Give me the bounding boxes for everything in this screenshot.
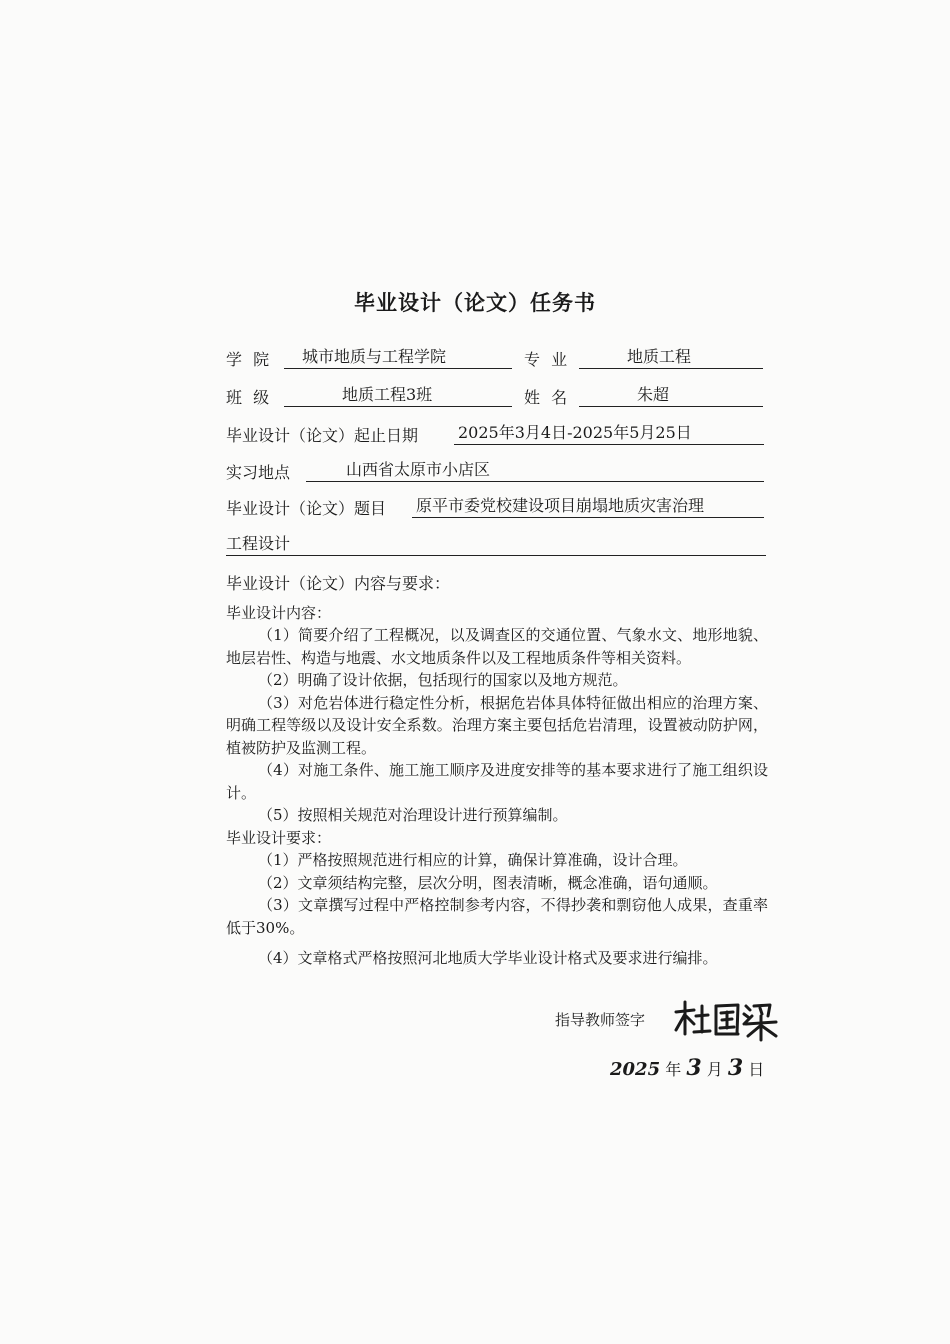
major-label: 专 业	[524, 350, 571, 369]
class-value: 地质工程3班	[284, 385, 512, 407]
date-day: 3	[727, 1055, 744, 1081]
requirement-item: （1）严格按照规范进行相应的计算，确保计算准确，设计合理。	[258, 851, 688, 869]
advisor-signature-label: 指导教师签字	[555, 1011, 646, 1029]
date-month-unit: 月	[706, 1060, 723, 1079]
content-item: （1）简要介绍了工程概况，以及调查区的交通位置、气象水文、地形地貌、地层岩性、构造与地震、水文地质条件以及工程地质条件等相关资料。	[226, 626, 768, 667]
content-heading: 毕业设计内容：	[226, 603, 332, 622]
content-item: （2）明确了设计依据，包括现行的国家以及地方规范。	[258, 671, 628, 689]
period-row	[226, 423, 771, 449]
site-row	[226, 460, 771, 486]
section-title: 毕业设计（论文）内容与要求：	[226, 574, 451, 593]
requirement-item: （2）文章须结构完整，层次分明，图表清晰，概念准确，语句通顺。	[258, 873, 718, 892]
handwritten-signature	[672, 998, 782, 1042]
site-value: 山西省太原市小店区	[306, 460, 764, 482]
content-item: （3）对危岩体进行稳定性分析，根据危岩体具体特征做出相应的治理方案、明确工程等级以及设计安全系数。治理方案主要包括危岩清理，设置被动防护网，植被防护及监测工程。	[226, 693, 768, 757]
requirements-heading: 毕业设计要求：	[226, 828, 332, 847]
site-label: 实习地点	[226, 463, 291, 482]
period-label: 毕业设计（论文）起止日期	[226, 426, 419, 445]
topic-label: 毕业设计（论文）题目	[226, 499, 387, 518]
content-requirements	[226, 573, 768, 970]
topic-row	[226, 496, 771, 522]
college-label: 学 院	[226, 350, 273, 369]
date-day-unit: 日	[748, 1060, 765, 1079]
topic-row-continued	[226, 534, 771, 560]
content-item: （4）对施工条件、施工施工顺序及进度安排等的基本要求进行了施工组织设计。	[226, 761, 768, 802]
content-item: （5）按照相关规范对治理设计进行预算编制。	[258, 806, 568, 824]
major-value: 地质工程	[579, 347, 763, 369]
date-month: 3	[686, 1055, 702, 1081]
class-label: 班 级	[226, 388, 273, 407]
period-value: 2025年3月4日-2025年5月25日	[454, 423, 764, 445]
topic-value-line1: 原平市委党校建设项目崩塌地质灾害治理	[412, 496, 764, 518]
requirement-item: （4）文章格式严格按照河北地质大学毕业设计格式及要求进行编排。	[258, 949, 718, 967]
date-year-unit: 年	[665, 1060, 682, 1079]
topic-value-line2: 工程设计	[226, 534, 766, 556]
date-year: 2025	[610, 1059, 661, 1080]
name-label: 姓 名	[524, 388, 571, 407]
signature-date	[610, 1055, 764, 1081]
name-value: 朱超	[579, 385, 763, 407]
requirement-item: （3）文章撰写过程中严格控制参考内容，不得抄袭和剽窃他人成果，查重率低于30%。	[226, 896, 768, 937]
document-title: 毕业设计（论文）任务书	[354, 290, 596, 315]
class-name-row	[226, 385, 771, 411]
college-major-row	[226, 347, 771, 373]
college-value: 城市地质与工程学院	[284, 347, 512, 369]
